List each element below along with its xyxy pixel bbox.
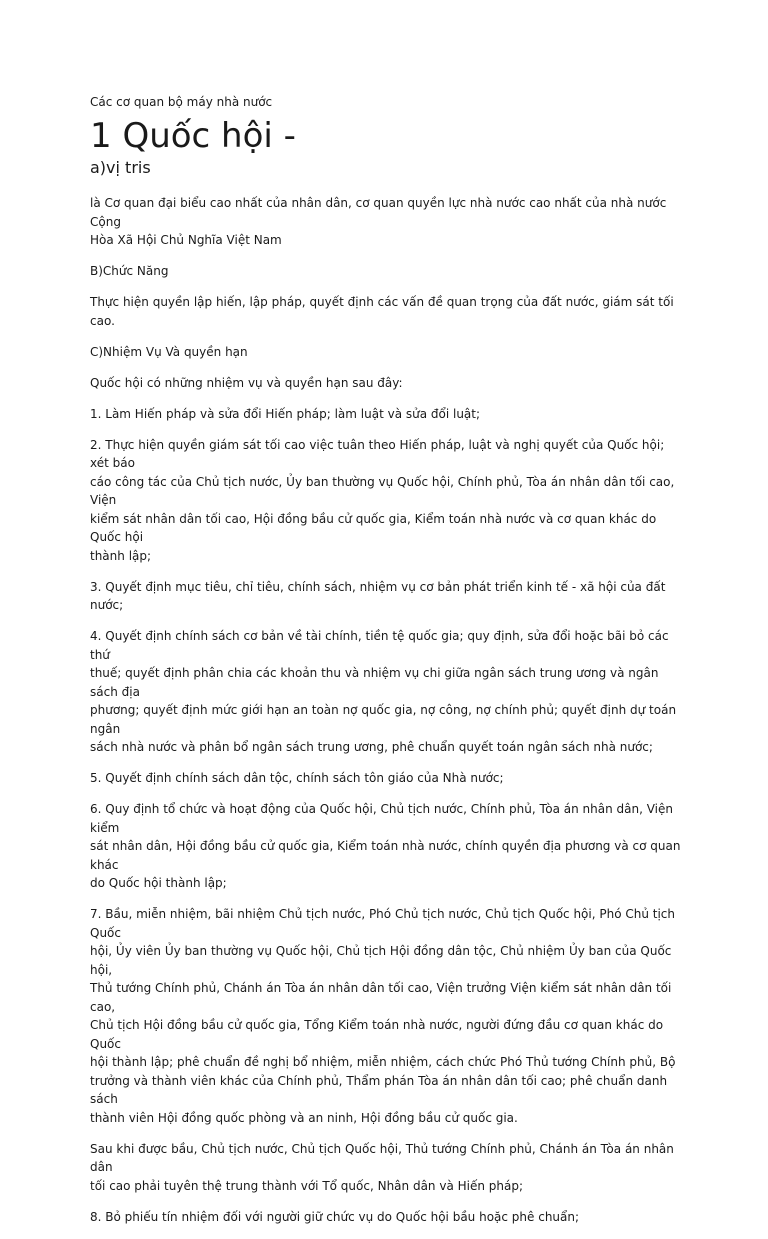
list-item-5: 5. Quyết định chính sách dân tộc, chính sách tôn giáo của Nhà nước; xyxy=(90,771,504,785)
document-page xyxy=(90,94,682,1239)
document-title: 1 Quốc hội - xyxy=(90,116,296,156)
list-item-8: 8. Bỏ phiếu tín nhiệm đối với người giữ chức vụ do Quốc hội bầu hoặc phê chuẩn; xyxy=(90,1209,580,1224)
section-subtitle: a)vị tris xyxy=(90,158,151,177)
list-item-4: 4. Quyết định chính sách cơ bản về tài chính, tiền tệ quốc gia; quy định, sửa đổi hoặc bãi bỏ các thứ thuế; quyết định phân chia các khoản thu và nhiệm vụ chi giữa ngân sách trung ương và ngân sách địa phương; quyết định mức giới hạn an toàn nợ quốc gia, nợ công, nợ chính phủ; quyết định dự toán ngân sách nhà nước và phân bổ ngân sách trung ương, phê chuẩn quyết toán ngân sách nhà nước; xyxy=(90,629,677,754)
list-item-2: 2. Thực hiện quyền giám sát tối cao việc tuân theo Hiến pháp, luật và nghị quyết của Quốc hội; xét báo cáo công tác của Chủ tịch nước, Ủy ban thường vụ Quốc hội, Chính phủ, Tòa án nhân dân tối cao, Viện kiểm sát nhân dân tối cao, Hội đồng bầu cử quốc gia, Kiểm toán nhà nước và cơ quan khác do Quốc hội thành lập; xyxy=(90,437,675,563)
section-heading-duties: C)Nhiệm Vụ Và quyền hạn xyxy=(90,344,248,359)
paragraph-duties-intro: Quốc hội có những nhiệm vụ và quyền hạn sau đây: xyxy=(90,375,403,390)
list-item-1: 1. Làm Hiến pháp và sửa đổi Hiến pháp; làm luật và sửa đổi luật; xyxy=(90,406,481,421)
list-item-7: 7. Bầu, miễn nhiệm, bãi nhiệm Chủ tịch nước, Phó Chủ tịch nước, Chủ tịch Quốc hội, Phó Chủ tịch Quốc hội, Ủy viên Ủy ban thường vụ Quốc hội, Chủ tịch Hội đồng dân tộc, Chủ nhiệm Ủy ban của Quốc hội, Thủ tướng Chính phủ, Chánh án Tòa án nhân dân tối cao, Viện trưởng Viện kiểm sát nhân dân tối cao, Chủ tịch Hội đồng bầu cử quốc gia, Tổng Kiểm toán nhà nước, người đứng đầu cơ quan khác do Quốc hội thành lập; phê chuẩn đề nghị bổ nhiệm, miễn nhiệm, cách chức Phó Thủ tướng Chính phủ, Bộ trưởng và thành viên khác của Chính phủ, Thẩm phán Tòa án nhân dân tối cao; phê chuẩn danh sách thành viên Hội đồng quốc phòng và an ninh, Hội đồng bầu cử quốc gia. xyxy=(90,907,676,1125)
paragraph-position-definition: là Cơ quan đại biểu cao nhất của nhân dân, cơ quan quyền lực nhà nước cao nhất của nhà nước Cộng Hòa Xã Hội Chủ Nghĩa Việt Nam xyxy=(90,196,667,247)
document-header: Các cơ quan bộ máy nhà nước xyxy=(90,95,273,109)
section-heading-functions: B)Chức Năng xyxy=(90,264,169,278)
paragraph-functions: Thực hiện quyền lập hiến, lập pháp, quyết định các vấn đề quan trọng của đất nước, giám sát tối cao. xyxy=(90,295,674,328)
list-item-6: 6. Quy định tổ chức và hoạt động của Quốc hội, Chủ tịch nước, Chính phủ, Tòa án nhân dân, Viện kiểm sát nhân dân, Hội đồng bầu cử quốc gia, Kiểm toán nhà nước, chính quyền địa phương và cơ quan khác do Quốc hội thành lập; xyxy=(90,802,681,890)
paragraph-oath: Sau khi được bầu, Chủ tịch nước, Chủ tịch Quốc hội, Thủ tướng Chính phủ, Chánh án Tòa án nhân dân tối cao phải tuyên thệ trung thành với Tổ quốc, Nhân dân và Hiến pháp; xyxy=(90,1141,674,1193)
list-item-3: 3. Quyết định mục tiêu, chỉ tiêu, chính sách, nhiệm vụ cơ bản phát triển kinh tế - xã hội của đất nước; xyxy=(90,579,666,612)
